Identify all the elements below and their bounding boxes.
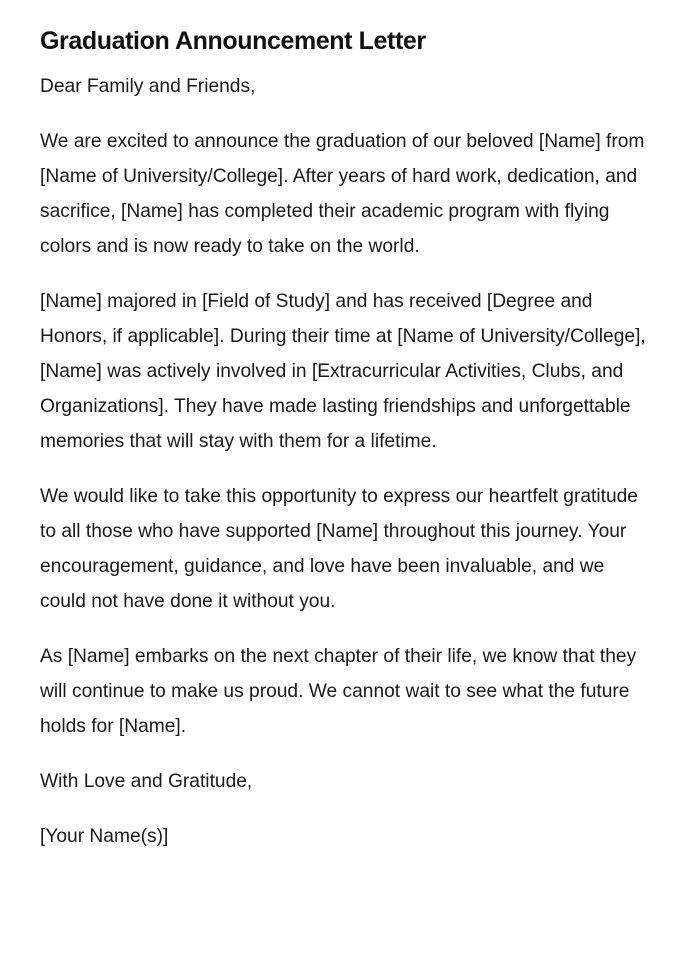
signature-placeholder: [Your Name(s)] <box>40 826 169 847</box>
paragraph-studies: [Name] majored in [Field of Study] and has received [Degree and Honors, if applicable]. During their time at [Name of University/College], [Name] was actively involved in [Extracurricular Activities, Clubs, and Organizations]. They have made lasting friendships and unforgettable memories that will stay with them for a lifetime. <box>40 291 646 452</box>
paragraph-gratitude: We would like to take this opportunity to express our heartfelt gratitude to all those who have supported [Name] throughout this journey. Your encouragement, guidance, and love have been invaluable, and we could not have done it without you. <box>40 486 638 612</box>
salutation: Dear Family and Friends, <box>40 76 256 97</box>
paragraph-announcement: We are excited to announce the graduation of our beloved [Name] from [Name of University/College]. After years of hard work, dedication, and sacrifice, [Name] has completed their academic program with flying colors and is now ready to take on the world. <box>40 131 645 257</box>
letter-title: Graduation Announcement Letter <box>40 27 426 55</box>
closing-line: With Love and Gratitude, <box>40 771 253 792</box>
paragraph-future: As [Name] embarks on the next chapter of their life, we know that they will continue to make us proud. We cannot wait to see what the future holds for [Name]. <box>40 646 637 737</box>
